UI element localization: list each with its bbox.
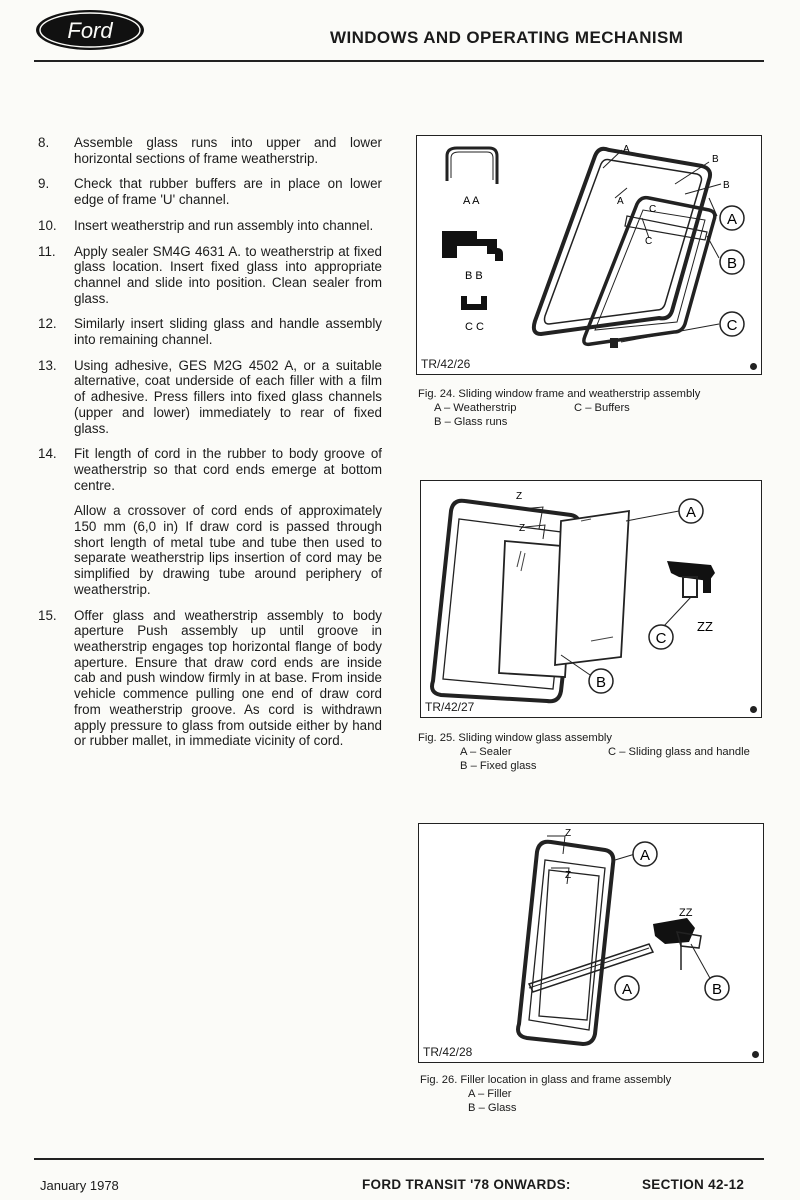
footer-model: FORD TRANSIT '78 ONWARDS: [362, 1177, 571, 1192]
step-9: 9. Check that rubber buffers are in place on lower edge of frame 'U' channel. [38, 176, 382, 208]
svg-text:Ford: Ford [67, 18, 113, 43]
caption-title: Fig. 25. Sliding window glass assembly [418, 732, 613, 744]
figure-26-caption [420, 1073, 760, 1115]
svg-text:B: B [726, 255, 738, 272]
figure-24-caption [418, 387, 763, 429]
figure-24 [416, 135, 762, 375]
footer-divider [34, 1158, 764, 1160]
step-8: 8. Assemble glass runs into upper and lower horizontal sections of frame weatherstrip. [38, 135, 382, 166]
page-title: WINDOWS AND OPERATING MECHANISM [330, 28, 684, 47]
svg-text:C: C [645, 236, 653, 247]
svg-text:C: C [649, 204, 657, 215]
svg-text:A: A [621, 981, 633, 998]
step-11: 11. Apply sealer SM4G 4631 A. to weatherstrip at fixed glass location. Insert fixed glass into appropriate channel and slide into position. Clean sealer from glass. [38, 243, 382, 306]
registration-mark [750, 363, 757, 370]
svg-text:C: C [655, 630, 667, 647]
svg-text:A: A [726, 211, 738, 228]
svg-text:Z: Z [516, 491, 523, 502]
footer-section: SECTION 42-12 [642, 1177, 745, 1192]
step-14-text: Fit length of cord in the rubber to body groove of weatherstrip so that cord ends emerge at bottom centre. [74, 446, 382, 493]
legend-item: A – Filler [468, 1088, 512, 1100]
registration-mark [750, 706, 757, 713]
step-13: 13. Using adhesive, GES M2G 4502 A, or a suitable alternative, coat underside of each filler with a film of adhesive. Press fillers into fixed glass channels (upper and lower) immediately to rear of fixed glass. [38, 357, 382, 436]
legend-item: B – Fixed glass [460, 760, 537, 772]
figure-25 [420, 480, 762, 718]
step-15: 15. Offer glass and weatherstrip assembly to body aperture Push assembly up until groove in weatherstrip engages top horizontal flange of body aperture. Ensure that draw cord ends are inside cab and push window firmly in at base. From inside vehicle commence pulling one end of draw cord from weatherstrip groove. As cord is withdrawn apply pressure to glass from outside either by hand or rubber mallet, in immediate vicinity of cord. [38, 607, 382, 749]
figure-code: TR/42/28 [423, 1045, 473, 1059]
footer-date: January 1978 [40, 1178, 119, 1193]
svg-text:Z: Z [565, 828, 572, 839]
legend-item: C – Buffers [574, 402, 630, 414]
svg-text:C: C [726, 317, 738, 334]
svg-text:ZZ: ZZ [679, 907, 693, 919]
legend-item: A – Sealer [460, 746, 512, 758]
figure-25-illustration [421, 481, 761, 717]
figure-code: TR/42/27 [425, 700, 475, 714]
figure-25-caption [418, 731, 763, 773]
caption-title: Fig. 24. Sliding window frame and weatherstrip assembly [418, 388, 701, 400]
legend-item: A – Weatherstrip [434, 402, 517, 414]
step-14: 14. Fit length of cord in the rubber to body groove of weatherstrip so that cord ends emerge at bottom centre. Allow a crossover of cord ends of approximately 150 mm (6,0 in) If draw cord is passed through short length of metal tube and tube then used to separate weatherstrip lips insertion of cord may be simplified by drawing tube around periphery of weatherstrip. [38, 446, 382, 597]
figure-26 [418, 823, 764, 1063]
step-12: 12. Similarly insert sliding glass and handle assembly into remaining channel. [38, 316, 382, 348]
svg-text:B: B [712, 154, 719, 165]
svg-text:B B: B B [465, 270, 483, 282]
registration-mark [752, 1051, 759, 1058]
svg-text:Z: Z [565, 870, 572, 881]
svg-text:B: B [711, 981, 723, 998]
svg-text:A A: A A [463, 195, 480, 207]
legend-item: C – Sliding glass and handle [608, 746, 750, 758]
svg-text:B: B [723, 180, 730, 191]
step-14-note: Allow a crossover of cord ends of approximately 150 mm (6,0 in) If draw cord is passed through short length of metal tube and tube then used to separate weatherstrip lips insertion of cord may be simplified by drawing tube around periphery of weatherstrip. [74, 503, 382, 597]
header-divider [34, 60, 764, 62]
figure-26-illustration [419, 824, 763, 1062]
svg-text:A: A [685, 504, 697, 521]
svg-text:B: B [595, 674, 607, 691]
svg-text:A: A [639, 847, 651, 864]
instruction-list [30, 135, 382, 759]
svg-text:ZZ: ZZ [697, 619, 713, 634]
svg-text:A: A [617, 196, 624, 207]
legend-item: B – Glass [468, 1102, 517, 1114]
figure-24-illustration [417, 136, 761, 374]
legend-item: B – Glass runs [434, 416, 508, 428]
figure-code: TR/42/26 [421, 357, 471, 371]
svg-text:C C: C C [465, 321, 484, 333]
step-10: 10. Insert weatherstrip and run assembly into channel. [38, 217, 374, 233]
svg-text:A: A [623, 144, 630, 155]
caption-title: Fig. 26. Filler location in glass and frame assembly [420, 1074, 672, 1086]
svg-text:Z: Z [519, 523, 526, 534]
ford-logo [34, 8, 146, 52]
